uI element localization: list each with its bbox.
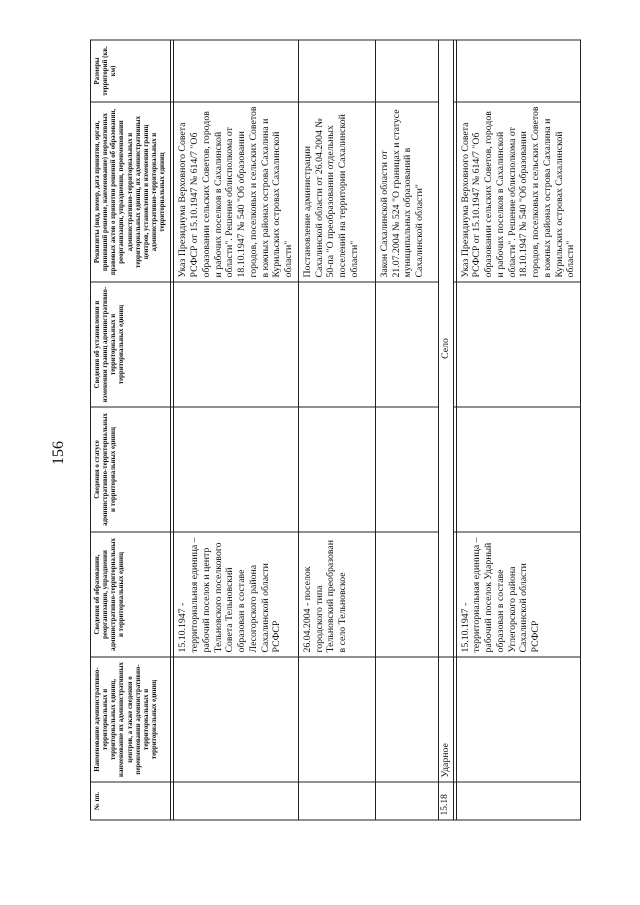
entry-status: Село (438, 40, 453, 657)
table-row (456, 40, 581, 820)
table-row (298, 40, 375, 820)
formation-cell: 15.10.1947 - территориальная единица – рабочий поселок Ударный образован в составе Углегорского района Сахалинской области РСФСР (456, 532, 581, 657)
header-area: Размеры территорий (кв. км) (91, 40, 171, 102)
formation-cell: 26.04.2004 - поселок городского типа Тельновский преобразован в село Тельновское (298, 532, 375, 657)
header-name: Наименование административно-территориальных и территориальных единиц, наименование их административных центров, а также сведения о переименовании административно-территориальных и территориальных единиц (91, 657, 171, 782)
table-row (375, 40, 438, 820)
page-number: 156 (50, 440, 67, 465)
entry-title-row (438, 40, 453, 820)
acts-cell: Указ Президиума Верховного Совета РСФСР от 15.10.1947 № 614/7 "Об образовании сельских Советов, городов и рабочих поселков в Сахалинской области". Решение облисполкома от 18.10.1947 № 540 "Об образовании городов, поселковых и сельских Советов в южных районах острова Сахалина и Курильских островах Сахалинской области" (456, 102, 581, 282)
formation-cell (375, 532, 438, 657)
header-acts: Реквизиты (вид, номер, дата принятия, орган, принявший решение, наименование) нормативных правовых актов о принятии решений об образовании, реорганизации, упразднении, переименовании административно-территориальных и территориальных единиц, их административных центров, установлении и изменении границ административно-территориальных и территориальных единиц (91, 102, 171, 282)
acts-cell: Закон Сахалинской области от 21.07.2004 № 524 "О границах и статусе муниципальных образований в Сахалинской области" (375, 102, 438, 282)
header-boundaries: Сведения об установлении и изменении границ административно-территориальных и территориальных единиц (91, 282, 171, 407)
header-formation: Сведения об образовании, реорганизации, упразднении административно-территориальных и территориальных единиц (91, 532, 171, 657)
header-row (91, 40, 171, 820)
header-status: Сведения о статусе административно-территориальных и территориальных единиц (91, 407, 171, 532)
formation-cell: 15.10.1947 - территориальная единица – рабочий поселок и центр Тельновского поселкового Совета Тельновский образован в составе Лесогорского района Сахалинской области РСФСР (174, 532, 299, 657)
entry-number: 15.18 (438, 782, 453, 820)
registry-table (90, 39, 581, 820)
acts-cell: Постановление администрации Сахалинской области от 26.04.2004 № 50-па "О преобразовании отдельных поселений на территории Сахалинской области" (298, 102, 375, 282)
entry-name: Ударное (438, 657, 453, 782)
table-row (174, 40, 299, 820)
acts-cell: Указ Президиума Верховного Совета РСФСР от 15.10.1947 № 614/7 "Об образовании сельских Советов, городов и рабочих поселков в Сахалинской области". Решение облисполкома от 18.10.1947 № 540 "Об образовании городов, поселковых и сельских Советов в южных районах острова Сахалина и Курильских островах Сахалинской области" (174, 102, 299, 282)
header-num: № пп. (91, 782, 171, 820)
